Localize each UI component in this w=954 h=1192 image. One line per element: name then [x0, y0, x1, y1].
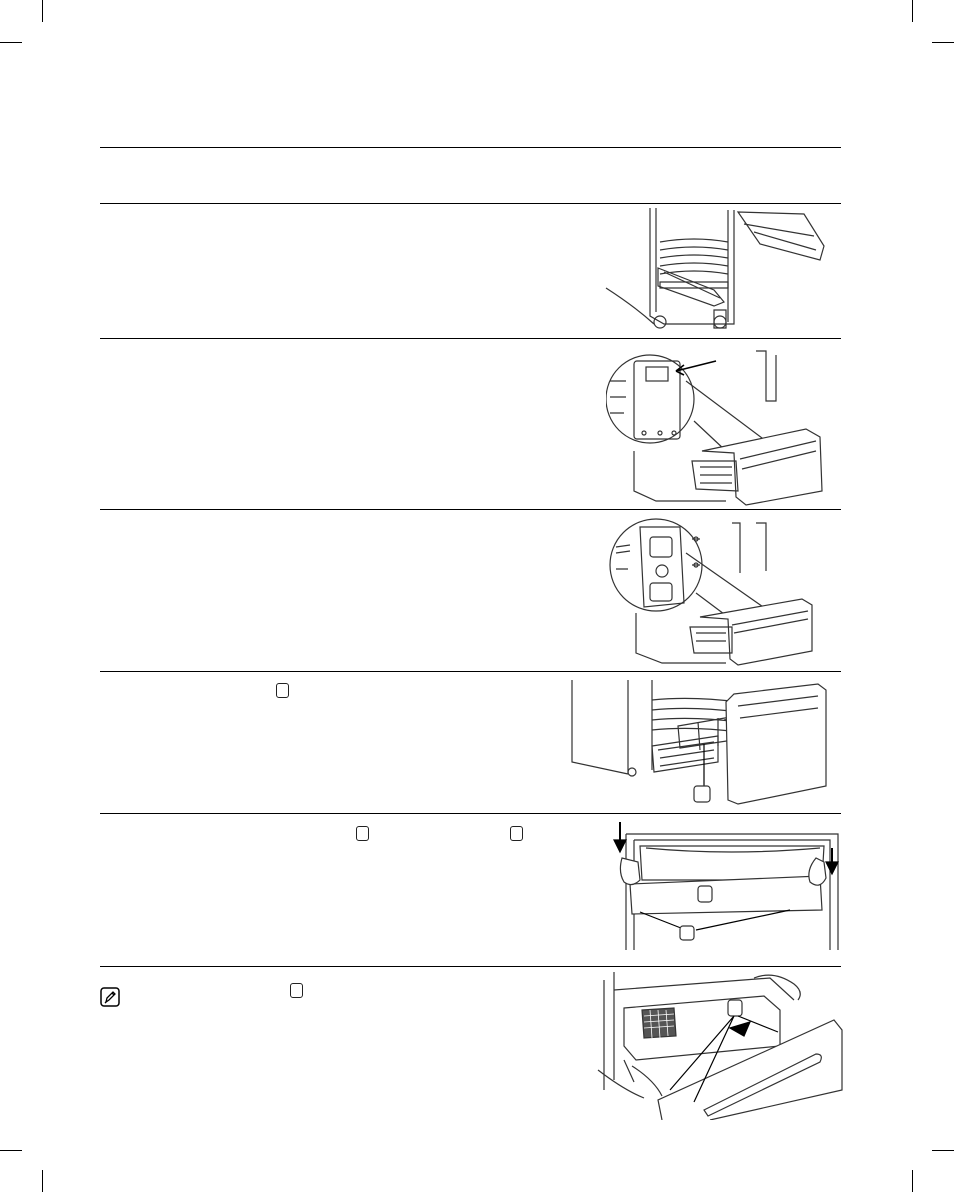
callout-marker-icon [356, 826, 369, 841]
crop-mark-top-left-v [42, 0, 43, 22]
figure-drawer-removal-note [584, 970, 844, 1120]
figure-drawer-callout-arrow [606, 341, 828, 507]
crop-mark-bottom-right-h [932, 1150, 954, 1151]
figure-open-freezer-rails [604, 206, 832, 334]
crop-mark-top-right-v [912, 0, 913, 22]
callout-marker-icon [276, 683, 289, 698]
callout-marker-icon [290, 983, 303, 998]
crop-mark-top-left-h [0, 42, 22, 43]
crop-mark-bottom-left-h [0, 1150, 22, 1151]
header-title [100, 147, 841, 153]
crop-mark-bottom-left-v [42, 1170, 43, 1192]
note-pencil-icon [100, 987, 120, 1007]
crop-mark-bottom-right-v [912, 1170, 913, 1192]
crop-mark-top-right-h [932, 42, 954, 43]
section-header [100, 147, 841, 203]
figure-open-drawer-basket [568, 676, 828, 808]
figure-hands-lifting-panel [610, 818, 842, 952]
figure-drawer-callout-bracket [606, 513, 818, 669]
callout-marker-icon [510, 826, 523, 841]
